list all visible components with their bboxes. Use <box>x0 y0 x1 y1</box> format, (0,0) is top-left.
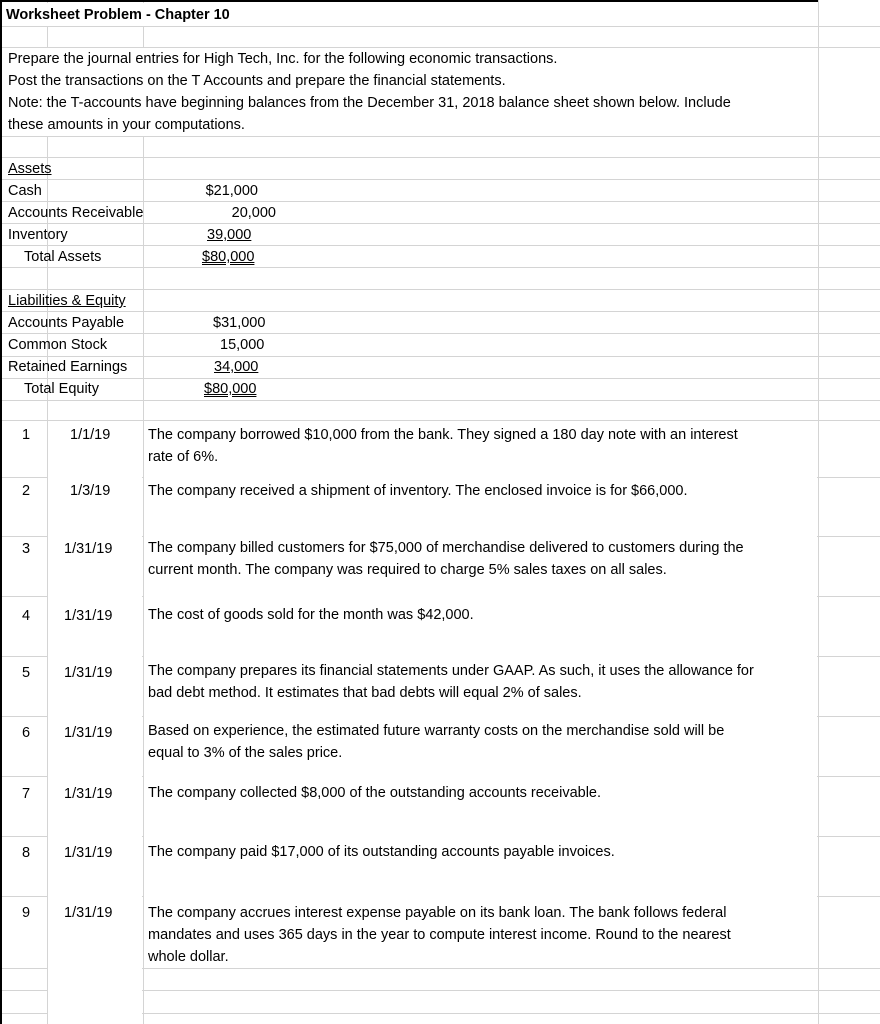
liability-amount: $31,000 <box>213 315 266 331</box>
asset-amount: 20,000 <box>231 205 276 221</box>
transaction-number: 6 <box>22 725 31 741</box>
transaction-text: The company prepares its financial statements under GAAP. As such, it uses the allowance for <box>148 663 754 679</box>
transaction-date: 1/31/19 <box>64 725 113 741</box>
transaction-text: The company borrowed $10,000 from the bank. They signed a 180 day note with an interest <box>148 427 738 443</box>
asset-amount: $21,000 <box>205 183 258 199</box>
asset-label: Accounts Receivable <box>8 205 144 221</box>
transaction-text: bad debt method. It estimates that bad debts will equal 2% of sales. <box>148 685 582 701</box>
sheet-border <box>0 0 818 2</box>
page-title: Worksheet Problem - Chapter 10 <box>6 7 230 23</box>
transaction-text: Based on experience, the estimated future warranty costs on the merchandise sold will be <box>148 723 725 739</box>
intro-line: Post the transactions on the T Accounts and prepare the financial statements. <box>8 73 506 89</box>
transaction-date: 1/31/19 <box>64 608 113 624</box>
transaction-number: 2 <box>22 483 31 499</box>
transaction-number: 5 <box>22 665 31 681</box>
transaction-number: 8 <box>22 845 31 861</box>
transaction-date: 1/31/19 <box>64 905 113 921</box>
liabilities-heading: Liabilities & Equity <box>8 293 126 309</box>
transaction-text: mandates and uses 365 days in the year to compute interest income. Round to the nearest <box>148 927 731 943</box>
liability-amount: 34,000 <box>214 359 259 375</box>
transaction-text: rate of 6%. <box>148 449 219 465</box>
liability-label: Common Stock <box>8 337 108 353</box>
transaction-number: 4 <box>22 608 31 624</box>
intro-line: Prepare the journal entries for High Tech, Inc. for the following economic transactions. <box>8 51 558 67</box>
transaction-text: The company collected $8,000 of the outstanding accounts receivable. <box>148 785 602 801</box>
total-assets-amount: $80,000 <box>202 249 255 265</box>
grid-line <box>0 136 880 137</box>
transaction-number: 1 <box>22 427 31 443</box>
asset-amount: 39,000 <box>207 227 252 243</box>
transaction-text: The company paid $17,000 of its outstanding accounts payable invoices. <box>148 844 615 860</box>
grid-line <box>818 0 819 1024</box>
transaction-date: 1/31/19 <box>64 845 113 861</box>
transaction-date: 1/3/19 <box>70 483 111 499</box>
transaction-text: The company accrues interest expense payable on its bank loan. The bank follows federal <box>148 905 727 921</box>
liability-label: Accounts Payable <box>8 315 125 331</box>
transaction-text: equal to 3% of the sales price. <box>148 745 343 761</box>
asset-label: Inventory <box>8 227 68 243</box>
transaction-date: 1/31/19 <box>64 541 113 557</box>
transaction-text: whole dollar. <box>148 949 229 965</box>
intro-line: Note: the T-accounts have beginning balances from the December 31, 2018 balance sheet shown below. Include <box>8 95 731 111</box>
transaction-number: 9 <box>22 905 31 921</box>
grid-line <box>0 400 880 401</box>
transaction-number: 7 <box>22 786 31 802</box>
liability-label: Retained Earnings <box>8 359 128 375</box>
transaction-text: The company billed customers for $75,000 of merchandise delivered to customers during the <box>148 540 744 556</box>
transaction-date: 1/1/19 <box>70 427 111 443</box>
asset-label: Cash <box>8 183 42 199</box>
grid-line <box>0 26 880 27</box>
transaction-text: The company received a shipment of inventory. The enclosed invoice is for $66,000. <box>148 483 688 499</box>
intro-line: these amounts in your computations. <box>8 117 245 133</box>
total-equity-amount: $80,000 <box>204 381 257 397</box>
liability-amount: 15,000 <box>220 337 265 353</box>
total-equity-label: Total Equity <box>24 381 99 397</box>
transaction-number: 3 <box>22 541 31 557</box>
transaction-text: The cost of goods sold for the month was $42,000. <box>148 607 474 623</box>
transaction-date: 1/31/19 <box>64 665 113 681</box>
sheet-border <box>0 0 2 1024</box>
assets-heading: Assets <box>8 161 52 177</box>
transaction-text: current month. The company was required to charge 5% sales taxes on all sales. <box>148 562 667 578</box>
transaction-date: 1/31/19 <box>64 786 113 802</box>
total-assets-label: Total Assets <box>24 249 102 265</box>
